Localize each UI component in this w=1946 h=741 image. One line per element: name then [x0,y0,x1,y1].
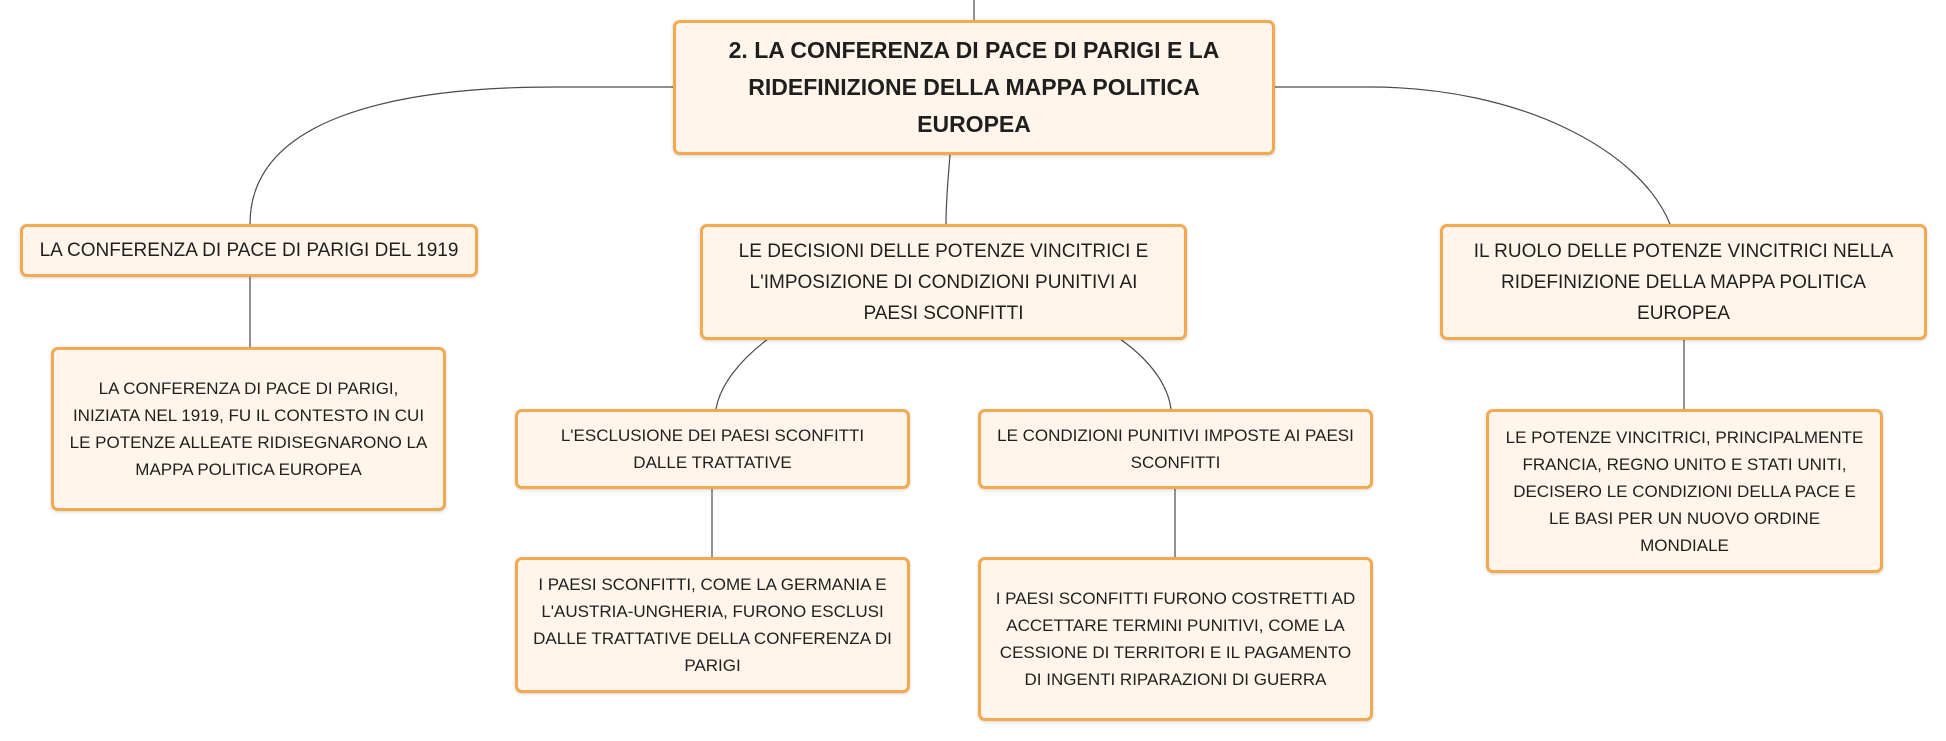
right-detail-node[interactable] [1486,409,1883,573]
right-branch-label: IL RUOLO DELLE POTENZE VINCITRICI NELLA RIDEFINIZIONE DELLA MAPPA POLITICA EUROPEA [1473,240,1894,324]
right-detail-label: LE POTENZE VINCITRICI, PRINCIPALMENTE FRANCIA, REGNO UNITO E STATI UNITI, DECISERO LE CONDIZIONI DELLA PACE E LE BASI PER UN NUOVO ORDINE MONDIALE [1505,427,1864,555]
center-branch-label: LE DECISIONI DELLE POTENZE VINCITRICI E L'IMPOSIZIONE DI CONDIZIONI PUNITIVI AI PAESI SCONFITTI [738,240,1149,324]
center-branch-node[interactable] [700,224,1187,340]
connector-root-center [946,155,950,224]
right-branch-node[interactable] [1440,224,1927,340]
connector-root-right [1275,87,1670,224]
center-subbranch-b-label: LE CONDIZIONI PUNITIVI IMPOSTE AI PAESI SCONFITTI [997,426,1354,472]
left-detail-label: LA CONFERENZA DI PACE DI PARIGI, INIZIATA NEL 1919, FU IL CONTESTO IN CUI LE POTENZE ALLEATE RIDISEGNARONO LA MAPPA POLITICA EUROPEA [69,379,428,479]
center-subbranch-a-label: L'ESCLUSIONE DEI PAESI SCONFITTI DALLE TRATTATIVE [560,426,865,472]
center-subbranch-a-node[interactable] [515,409,910,489]
left-detail-node[interactable] [51,347,446,511]
connector-center-branch-b [1120,339,1171,409]
center-subbranch-b-detail-node[interactable] [978,557,1373,721]
left-branch-label: LA CONFERENZA DI PACE DI PARIGI DEL 1919 [39,240,459,261]
root-node[interactable] [673,20,1275,155]
connector-center-branch-a [716,339,768,409]
center-subbranch-a-detail-node[interactable] [515,557,910,693]
root-node-label: 2. LA CONFERENZA DI PACE DI PARIGI E LA RIDEFINIZIONE DELLA MAPPA POLITICA EUROPEA [728,37,1220,137]
left-branch-node[interactable] [20,224,478,277]
center-subbranch-b-detail-label: I PAESI SCONFITTI FURONO COSTRETTI AD ACCETTARE TERMINI PUNITIVI, COME LA CESSIONE DI TERRITORI E IL PAGAMENTO DI INGENTI RIPARAZIONI DI GUERRA [995,589,1356,689]
center-subbranch-b-node[interactable] [978,409,1373,489]
center-subbranch-a-detail-label: I PAESI SCONFITTI, COME LA GERMANIA E L'AUSTRIA-UNGHERIA, FURONO ESCLUSI DALLE TRATTATIVE DELLA CONFERENZA DI PARIGI [533,575,892,675]
connector-root-left [250,87,673,224]
